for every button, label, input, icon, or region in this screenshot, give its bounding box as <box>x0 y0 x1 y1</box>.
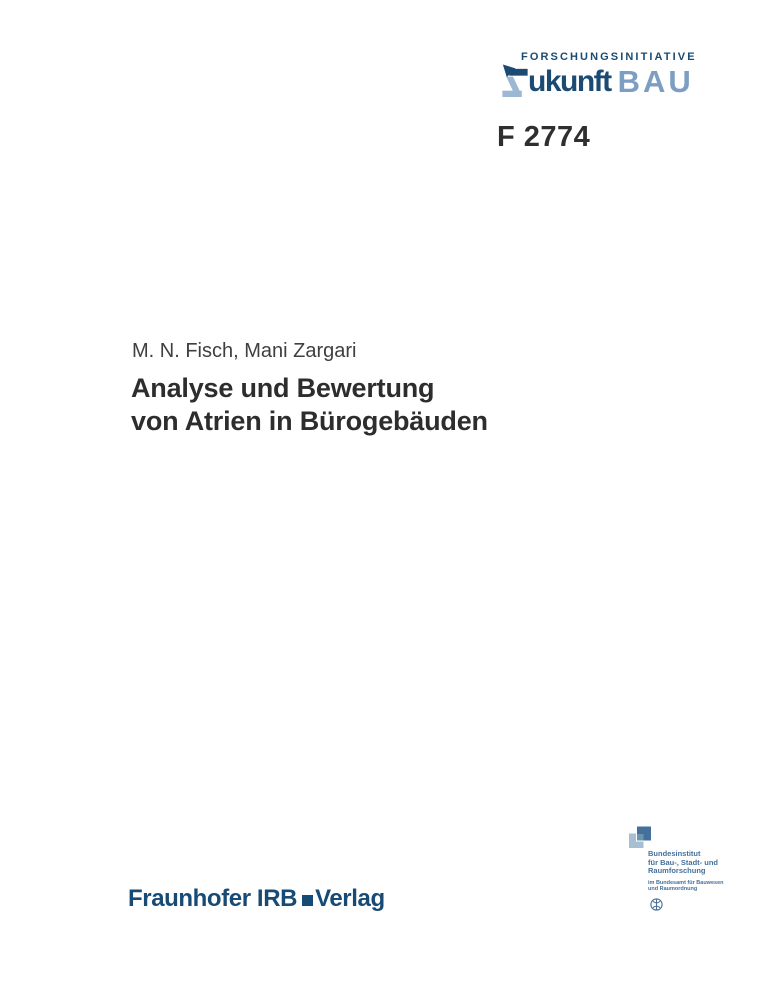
overlap-square-shape <box>637 834 644 841</box>
zukunft-text: ukunft <box>528 65 611 98</box>
report-title <box>131 372 488 438</box>
institute-subtitle-line-2: und Raumordnung <box>648 886 698 892</box>
institute-name <box>648 850 739 876</box>
stylized-z-arrow-icon <box>502 64 528 97</box>
z-diagonal-shape <box>506 77 520 92</box>
title-line-1: Analyse und Bewertung <box>131 373 435 403</box>
fraunhofer-irb-verlag-logo <box>128 885 385 913</box>
institute-name-line-3: Raumforschung <box>648 866 706 875</box>
bbsr-logo-block <box>629 826 739 911</box>
institute-name-line-1: Bundesinstitut <box>648 849 701 858</box>
publisher-name-part1: Fraunhofer IRB <box>128 885 298 912</box>
institute-name-line-2: für Bau-, Stadt- und <box>648 857 718 867</box>
bbsr-squares-icon <box>629 826 653 850</box>
institute-subtitle-line-1: im Bundesamt für Bauwesen <box>648 879 724 886</box>
zukunft-bau-logo <box>502 51 717 97</box>
eagle-detail-shape <box>653 899 660 909</box>
z-bottom-bar-shape <box>502 91 521 97</box>
forschungsinitiative-label: FORSCHUNGSINITIATIVE <box>521 51 697 63</box>
report-number: F 2774 <box>497 121 591 153</box>
zukunft-bau-wordmark <box>502 64 717 97</box>
institute-subtitle <box>648 880 739 893</box>
publisher-name-part2: Verlag <box>315 885 385 912</box>
federal-eagle-emblem-icon <box>650 898 663 911</box>
square-mark-icon <box>302 895 313 906</box>
bau-text: BAU <box>617 64 694 99</box>
authors-line: M. N. Fisch, Mani Zargari <box>132 340 357 362</box>
title-line-2: von Atrien in Bürogebäuden <box>131 406 488 436</box>
